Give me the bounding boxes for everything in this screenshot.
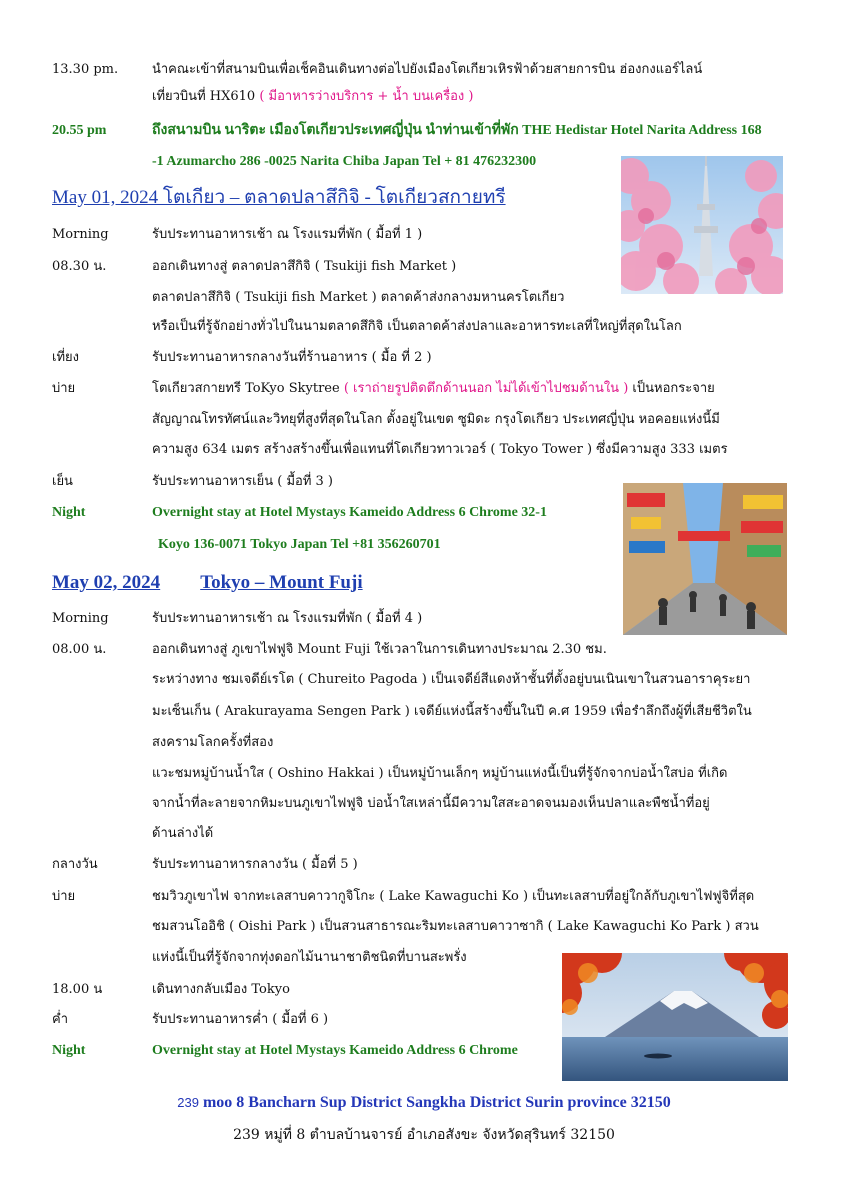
activity-continuation: แวะชมหมู่บ้านน้ำใส ( Oshino Hakkai ) เป็นหมู่บ้านเล็กๆ หมู่บ้านแห่งนี้เป็นที่รู้จักจากบ่อน้ำใสบ่อ ที่เกิด bbox=[152, 766, 728, 781]
time-label: กลางวัน bbox=[52, 857, 98, 872]
activity-text: ออกเดินทางสู่ ตลาดปลาสึกิจิ ( Tsukiji fish Market ) bbox=[152, 259, 457, 274]
time-label: Night bbox=[52, 1043, 86, 1058]
schedule-row bbox=[52, 637, 818, 663]
time-label: ค่ำ bbox=[52, 1012, 68, 1027]
activity-continuation: สัญญาณโทรทัศน์และวิทยุที่สูงที่สุดในโลก ตั้งอยู่ในเขต ซูมิดะ กรุงโตเกียว ประเทศญี่ปุ่น หอคอยแห่งนี้มี bbox=[152, 412, 720, 427]
schedule-row bbox=[52, 222, 818, 248]
schedule-row bbox=[52, 884, 818, 910]
time-label: บ่าย bbox=[52, 381, 76, 396]
hotel-address: -1 Azumarcho 286 -0025 Narita Chiba Japan Tel + 81 476232300 bbox=[152, 154, 537, 169]
activity-continuation: หรือเป็นที่รู้จักอย่างทั่วไปในนามตลาดสึกิจิ เป็นตลาดค้าส่งปลาและอาหารทะเลที่ใหญ่ที่สุดในโลก bbox=[152, 319, 682, 334]
schedule-row bbox=[52, 606, 818, 632]
activity-continuation: มะเซ็นเก็น ( Arakurayama Sengen Park ) เจดีย์แห่งนี้สร้างขึ้นในปี ค.ศ 1959 เพื่อรำลึกถึงผู้ที่เสียชีวิตใน bbox=[152, 704, 752, 719]
activity-continuation: แห่งนี้เป็นที่รู้จักจากทุ่งดอกไม้นานาชาติชนิดที่บานสะพรั่ง bbox=[152, 950, 467, 965]
time-label: 08.30 น. bbox=[52, 259, 107, 274]
time-label: Morning bbox=[52, 227, 109, 242]
hotel-text: ถึงสนามบิน นาริตะ เมืองโตเกียวประเทศญี่ปุ่น นำท่านเข้าที่พัก THE Hedistar Hotel Narita Address 168 bbox=[152, 123, 762, 138]
time-label: เย็น bbox=[52, 474, 73, 489]
activity-text: ออกเดินทางสู่ ภูเขาไฟฟูจิ Mount Fuji ใช้เวลาในการเดินทางประมาณ 2.30 ชม. bbox=[152, 642, 607, 657]
activity-text: รับประทานอาหารกลางวัน ( มื้อที่ 5 ) bbox=[152, 857, 358, 872]
time-label: 08.00 น. bbox=[52, 642, 107, 657]
day-heading-title: Tokyo – Mount Fuji bbox=[200, 572, 363, 593]
photo-note: ( เราถ่ายรูปติดตึกด้านนอก ไม่ได้เข้าไปชมด้านใน ) bbox=[343, 381, 629, 396]
activity-continuation: จากน้ำที่ละลายจากหิมะบนภูเขาไฟฟูจิ บ่อน้ำใสเหล่านี้มีความใสสะอาดจนมองเห็นปลาและพืชน้ำที่อยู่ bbox=[152, 796, 710, 811]
activity-text: ชมวิวภูเขาไฟ จากทะเลสาบคาวากูจิโกะ ( Lake Kawaguchi Ko ) เป็นทะเลสาบที่อยู่ใกล้กับภูเขาไฟฟูจิที่สุด bbox=[152, 889, 755, 904]
day-heading bbox=[52, 569, 363, 597]
activity-continuation: ด้านล่างได้ bbox=[152, 826, 214, 841]
schedule-row bbox=[52, 376, 818, 402]
schedule-row bbox=[52, 57, 818, 83]
activity-continuation: ชมสวนโออิชิ ( Oishi Park ) เป็นสวนสาธารณะริมทะเลสาบคาวาซากิ ( Lake Kawaguchi Ko Park ) สวน bbox=[152, 919, 759, 934]
hotel-text: Overnight stay at Hotel Mystays Kameido Address 6 Chrome 32-1 bbox=[152, 505, 547, 520]
activity-text: รับประทานอาหารค่ำ ( มื้อที่ 6 ) bbox=[152, 1012, 329, 1027]
activity-text: รับประทานอาหารเย็น ( มื้อที่ 3 ) bbox=[152, 474, 334, 489]
activity-text: รับประทานอาหารกลางวันที่ร้านอาหาร ( มื้อ ที่ 2 ) bbox=[152, 350, 432, 365]
time-label: Morning bbox=[52, 611, 109, 626]
schedule-row bbox=[52, 254, 818, 280]
footer-house-number: 239 bbox=[177, 1095, 199, 1110]
time-label: 20.55 pm bbox=[52, 123, 107, 138]
activity-text: เดินทางกลับเมือง Tokyo bbox=[152, 982, 290, 997]
flight-note: ( มีอาหารว่างบริการ + น้ำ บนเครื่อง ) bbox=[255, 89, 474, 104]
schedule-row bbox=[52, 118, 818, 144]
activity-text: รับประทานอาหารเช้า ณ โรงแรมที่พัก ( มื้อที่ 4 ) bbox=[152, 611, 423, 626]
footer-address-th: 239 หมู่ที่ 8 ตำบลบ้านจารย์ อำเภอสังขะ จังหวัดสุรินทร์ 32150 bbox=[233, 1127, 615, 1143]
time-label: บ่าย bbox=[52, 889, 76, 904]
activity-text: โตเกียวสกายทรี ToKyo Skytree ( เราถ่ายรูปติดตึกด้านนอก ไม่ได้เข้าไปชมด้านใน ) เป็นหอกระจาย bbox=[152, 381, 715, 396]
time-label: เที่ยง bbox=[52, 350, 79, 365]
activity-text: นำคณะเข้าที่สนามบินเพื่อเช็คอินเดินทางต่อไปยังเมืองโตเกียวเหิรฟ้าด้วยสายการบิน ฮ่องกงแอร์ไลน์ bbox=[152, 62, 703, 77]
hotel-address: Koyo 136-0071 Tokyo Japan Tel +81 356260701 bbox=[158, 537, 441, 552]
footer-address-en: 239 moo 8 Bancharn Sup District Sangkha District Surin province 32150 bbox=[177, 1094, 671, 1111]
activity-continuation: ระหว่างทาง ชมเจดีย์เรโต ( Chureito Pagoda ) เป็นเจดีย์สีแดงห้าชั้นที่ตั้งอยู่บนเนินเขาในสวนอาราคุระยา bbox=[152, 672, 751, 687]
activity-text: รับประทานอาหารเช้า ณ โรงแรมที่พัก ( มื้อที่ 1 ) bbox=[152, 227, 423, 242]
day-heading-date: May 02, 2024 bbox=[52, 572, 161, 593]
time-label: 18.00 น bbox=[52, 982, 103, 997]
schedule-row bbox=[52, 345, 818, 371]
activity-continuation: สงครามโลกครั้งที่สอง bbox=[152, 735, 274, 750]
activity-continuation: ตลาดปลาสึกิจิ ( Tsukiji fish Market ) ตลาดค้าส่งกลางมหานครโตเกียว bbox=[152, 290, 565, 305]
activity-continuation: เที่ยวบินที่ HX610 ( มีอาหารว่างบริการ + น้ำ บนเครื่อง ) bbox=[152, 89, 474, 104]
activity-continuation: ความสูง 634 เมตร สร้างสร้างขึ้นเพื่อแทนที่โตเกียวทาวเวอร์ ( Tokyo Tower ) ซึ่งมีความสูง 333 เมตร bbox=[152, 442, 728, 457]
time-label: Night bbox=[52, 505, 86, 520]
time-label: 13.30 pm. bbox=[52, 62, 119, 77]
schedule-row bbox=[52, 852, 818, 878]
day-heading: May 01, 2024 โตเกียว – ตลาดปลาสึกิจิ - โตเกียวสกายทรี bbox=[52, 187, 506, 208]
mount-fuji-photo bbox=[562, 953, 788, 1081]
hotel-text: Overnight stay at Hotel Mystays Kameido Address 6 Chrome bbox=[152, 1043, 518, 1058]
